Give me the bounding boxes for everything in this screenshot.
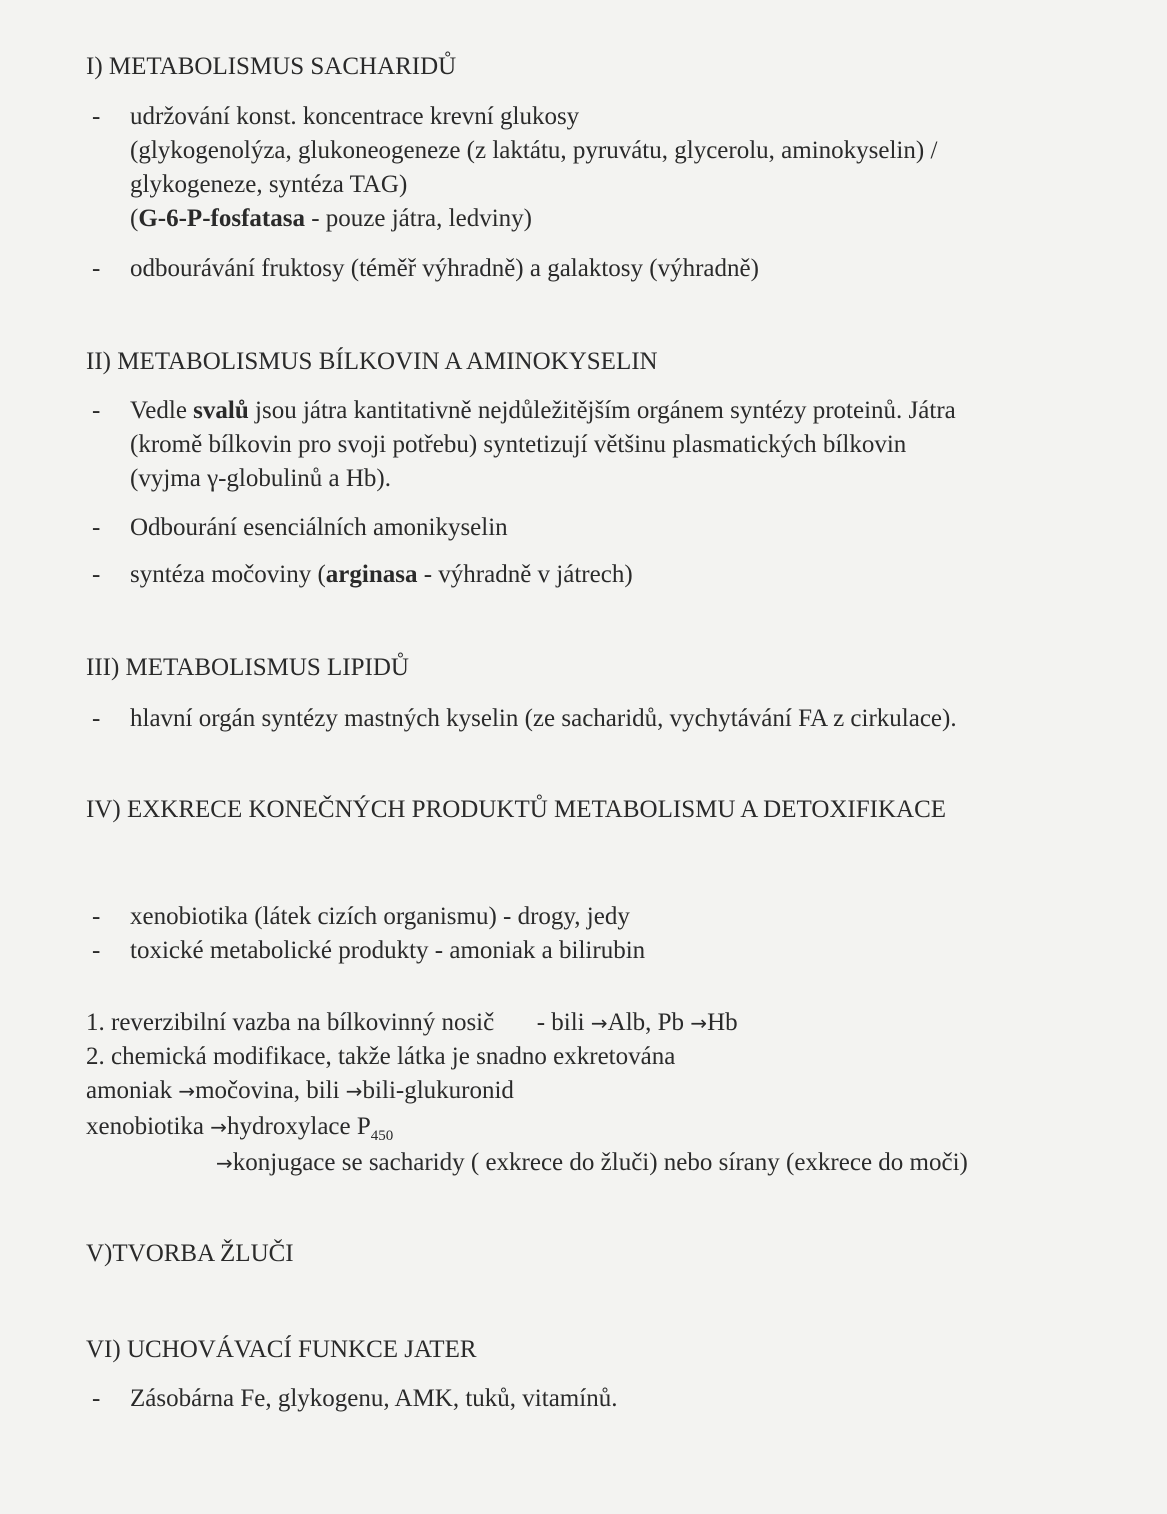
detail-line [86,1110,393,1144]
list-item [92,1382,1127,1416]
detail-line [216,1146,968,1180]
list-item [92,900,1127,934]
list-item [92,100,1127,236]
detail-line [86,1074,514,1108]
bullet-dash: - [92,255,101,282]
list-item [92,702,1127,736]
bullet-dash: - [92,1385,101,1412]
item-line: Zásobárna Fe, glykogenu, AMK, tuků, vitamínů. [130,1385,618,1412]
text-fragment: - pouze játra, ledviny) [304,205,532,232]
list-item [92,394,1127,496]
list-item [92,934,1127,968]
text-fragment: Hb [707,1009,738,1036]
text-fragment: 1. reverzibilní vazba na bílkovinný nosič [86,1009,495,1036]
list-item [92,511,1127,545]
text-fragment: amoniak [86,1077,179,1104]
numbered-line [86,1040,675,1074]
item-line: odbourávání fruktosy (téměř výhradně) a galaktosy (výhradně) [130,255,759,282]
item-line: Odbourání esenciálních amonikyselin [130,514,508,541]
item-line: (glykogenolýza, glukoneogeneze (z laktátu, pyruvátu, glycerolu, aminokyselin) / [130,137,938,164]
bullet-dash: - [92,903,101,930]
arrow-icon: → [210,1115,228,1139]
text-fragment: xenobiotika [86,1113,211,1140]
arrow-icon: → [178,1079,196,1103]
arrow-icon: → [590,1011,608,1035]
text-fragment: bili-glukuronid [362,1077,514,1104]
item-line: (vyjma γ-globulinů a Hb). [130,465,391,492]
bullet-dash: - [92,397,101,424]
section-heading-exkrece: IV) EXKRECE KONEČNÝCH PRODUKTŮ METABOLISMU A DETOXIFIKACE [86,796,947,823]
item-line: glykogeneze, syntéza TAG) [130,171,408,198]
text-fragment: 2. chemická modifikace, takže látka je snadno exkretována [86,1043,676,1070]
text-fragment: syntéza močoviny ( [130,561,326,588]
arrow-icon: → [216,1151,233,1175]
text-fragment: Alb, Pb [607,1009,691,1036]
text-fragment: ( [130,205,139,232]
subscript: 450 [370,1128,394,1144]
section-heading-lipidy: III) METABOLISMUS LIPIDŮ [86,654,409,681]
item-line: toxické metabolické produkty - amoniak a bilirubin [130,937,646,964]
item-line: udržování konst. koncentrace krevní glukosy [130,103,580,130]
bold-term: arginasa [325,561,418,588]
bullet-dash: - [92,561,101,588]
numbered-line [86,1006,738,1040]
text-fragment: hydroxylace P [227,1113,371,1140]
item-line [130,394,1127,428]
text-fragment: konjugace se sacharidy ( exkrece do žluči) nebo sírany (exkrece do moči) [232,1149,968,1176]
text-fragment: Vedle [130,397,194,424]
list-item [92,558,1127,592]
bold-term: svalů [193,397,249,424]
text-fragment: močovina, bili [195,1077,346,1104]
bullet-dash: - [92,103,101,130]
bullet-dash: - [92,937,101,964]
bullet-dash: - [92,705,101,732]
text-fragment: - výhradně v játrech) [417,561,633,588]
section-heading-sacharidy: I) METABOLISMUS SACHARIDŮ [86,53,457,80]
item-line: xenobiotika (látek cizích organismu) - drogy, jedy [130,903,630,930]
item-line: (kromě bílkovin pro svoji potřebu) syntetizují většinu plasmatických bílkovin [130,431,907,458]
bullet-dash: - [92,514,101,541]
section-heading-uchovavaci: VI) UCHOVÁVACÍ FUNKCE JATER [86,1336,477,1363]
arrow-icon: → [345,1079,363,1103]
item-line [130,202,1127,236]
text-fragment: - bili [536,1009,591,1036]
text-fragment: jsou játra kantitativně nejdůležitějším orgánem syntézy proteinů. Játra [248,397,956,424]
list-item [92,252,1127,286]
item-line [130,558,1127,592]
section-heading-zluc: V)TVORBA ŽLUČI [86,1240,294,1267]
item-line: hlavní orgán syntézy mastných kyselin (ze sacharidů, vychytávání FA z cirkulace). [130,705,957,732]
section-heading-bilkoviny: II) METABOLISMUS BÍLKOVIN A AMINOKYSELIN [86,348,658,375]
bold-term: G-6-P-fosfatasa [138,205,305,232]
arrow-icon: → [690,1011,708,1035]
